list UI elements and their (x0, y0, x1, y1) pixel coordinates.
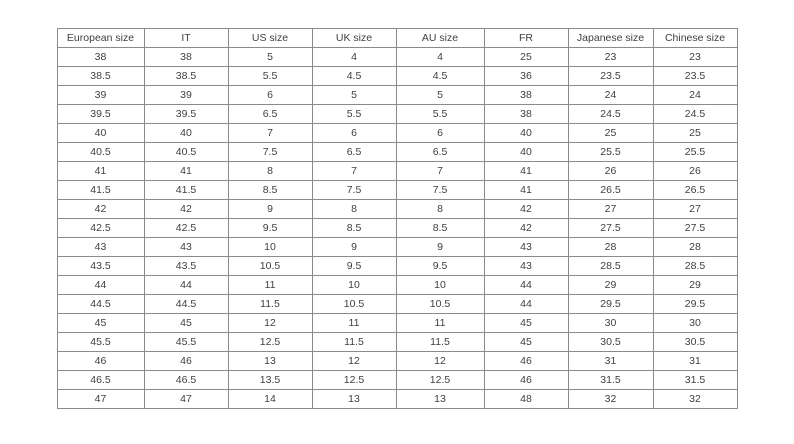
column-header: AU size (396, 29, 484, 48)
table-row (57, 181, 737, 200)
table-cell: 42 (144, 200, 228, 219)
table-cell: 47 (144, 390, 228, 409)
column-header: European size (57, 29, 144, 48)
table-cell: 38 (144, 48, 228, 67)
column-header: IT (144, 29, 228, 48)
table-cell: 30.5 (653, 333, 737, 352)
table-cell: 13 (228, 352, 312, 371)
table-body (57, 48, 737, 409)
table-cell: 26.5 (568, 181, 653, 200)
table-row (57, 143, 737, 162)
table-cell: 12 (312, 352, 396, 371)
size-conversion-table (57, 28, 738, 409)
table-cell: 27 (653, 200, 737, 219)
table-cell: 31 (568, 352, 653, 371)
table-cell: 10 (228, 238, 312, 257)
table-cell: 8.5 (396, 219, 484, 238)
table-cell: 13 (396, 390, 484, 409)
table-cell: 39 (144, 86, 228, 105)
table-cell: 5.5 (312, 105, 396, 124)
table-cell: 6 (312, 124, 396, 143)
table-cell: 27.5 (568, 219, 653, 238)
table-cell: 44 (484, 295, 568, 314)
table-cell: 23.5 (653, 67, 737, 86)
table-cell: 30 (653, 314, 737, 333)
table-cell: 8 (312, 200, 396, 219)
table-cell: 4 (396, 48, 484, 67)
table-row (57, 314, 737, 333)
table-cell: 6.5 (312, 143, 396, 162)
table-cell: 38 (484, 86, 568, 105)
table-cell: 8.5 (228, 181, 312, 200)
table-cell: 6.5 (396, 143, 484, 162)
table-row (57, 352, 737, 371)
table-cell: 46.5 (144, 371, 228, 390)
table-cell: 11.5 (396, 333, 484, 352)
table-cell: 29.5 (653, 295, 737, 314)
table-cell: 43.5 (144, 257, 228, 276)
table-row (57, 67, 737, 86)
table-cell: 8 (228, 162, 312, 181)
table-row (57, 86, 737, 105)
table-cell: 7 (228, 124, 312, 143)
table-cell: 26.5 (653, 181, 737, 200)
table-cell: 42 (484, 219, 568, 238)
table-cell: 11 (228, 276, 312, 295)
table-cell: 9.5 (396, 257, 484, 276)
table-cell: 30.5 (568, 333, 653, 352)
table-cell: 8 (396, 200, 484, 219)
table-cell: 41 (484, 162, 568, 181)
table-cell: 38.5 (57, 67, 144, 86)
table-cell: 40 (484, 143, 568, 162)
table-cell: 9 (312, 238, 396, 257)
table-cell: 26 (653, 162, 737, 181)
table-cell: 32 (568, 390, 653, 409)
table-cell: 24.5 (653, 105, 737, 124)
table-cell: 12 (396, 352, 484, 371)
table-cell: 23.5 (568, 67, 653, 86)
table-row (57, 48, 737, 67)
table-cell: 39.5 (144, 105, 228, 124)
table-cell: 40 (57, 124, 144, 143)
table-cell: 46 (484, 371, 568, 390)
table-cell: 42.5 (144, 219, 228, 238)
table-cell: 28.5 (568, 257, 653, 276)
table-cell: 40.5 (57, 143, 144, 162)
table-cell: 6.5 (228, 105, 312, 124)
table-cell: 11.5 (312, 333, 396, 352)
table-cell: 7.5 (396, 181, 484, 200)
table-cell: 12.5 (228, 333, 312, 352)
table-cell: 24 (653, 86, 737, 105)
table-cell: 6 (396, 124, 484, 143)
table-cell: 39.5 (57, 105, 144, 124)
table-cell: 42.5 (57, 219, 144, 238)
column-header: UK size (312, 29, 396, 48)
table-cell: 6 (228, 86, 312, 105)
table-row (57, 371, 737, 390)
table-cell: 9 (228, 200, 312, 219)
table-cell: 36 (484, 67, 568, 86)
table-cell: 11 (396, 314, 484, 333)
table-cell: 44 (144, 276, 228, 295)
table-row (57, 295, 737, 314)
table-cell: 11.5 (228, 295, 312, 314)
table-cell: 45 (57, 314, 144, 333)
table-cell: 43 (484, 238, 568, 257)
table-cell: 28 (653, 238, 737, 257)
table-cell: 40 (484, 124, 568, 143)
table-row (57, 276, 737, 295)
table-cell: 28.5 (653, 257, 737, 276)
table-cell: 23 (653, 48, 737, 67)
table-cell: 44 (484, 276, 568, 295)
table-cell: 12 (228, 314, 312, 333)
table-cell: 43 (484, 257, 568, 276)
table-cell: 10.5 (228, 257, 312, 276)
table-cell: 23 (568, 48, 653, 67)
table-cell: 7 (396, 162, 484, 181)
column-header: FR (484, 29, 568, 48)
table-cell: 41.5 (144, 181, 228, 200)
table-cell: 38 (484, 105, 568, 124)
table-cell: 9.5 (228, 219, 312, 238)
table-cell: 4.5 (396, 67, 484, 86)
table-cell: 45 (484, 314, 568, 333)
table-cell: 43.5 (57, 257, 144, 276)
table-cell: 48 (484, 390, 568, 409)
table-cell: 27.5 (653, 219, 737, 238)
table-cell: 45.5 (57, 333, 144, 352)
table-header (57, 29, 737, 48)
table-cell: 38.5 (144, 67, 228, 86)
table-cell: 41.5 (57, 181, 144, 200)
table-cell: 32 (653, 390, 737, 409)
table-cell: 9 (396, 238, 484, 257)
table-row (57, 200, 737, 219)
table-cell: 38 (57, 48, 144, 67)
table-cell: 5 (312, 86, 396, 105)
table-cell: 13.5 (228, 371, 312, 390)
table-cell: 9.5 (312, 257, 396, 276)
table-cell: 44.5 (57, 295, 144, 314)
table-cell: 43 (57, 238, 144, 257)
table-row (57, 390, 737, 409)
table-row (57, 162, 737, 181)
table-cell: 45 (144, 314, 228, 333)
table-cell: 31.5 (653, 371, 737, 390)
table-cell: 7 (312, 162, 396, 181)
table-cell: 29.5 (568, 295, 653, 314)
table-cell: 12.5 (396, 371, 484, 390)
table-row (57, 257, 737, 276)
table-cell: 26 (568, 162, 653, 181)
table-cell: 27 (568, 200, 653, 219)
table-cell: 24.5 (568, 105, 653, 124)
table-cell: 46 (57, 352, 144, 371)
table-cell: 10.5 (312, 295, 396, 314)
table-row (57, 105, 737, 124)
table-cell: 5.5 (228, 67, 312, 86)
table-cell: 25 (568, 124, 653, 143)
header-row (57, 29, 737, 48)
table-cell: 10.5 (396, 295, 484, 314)
table-row (57, 238, 737, 257)
table-cell: 45 (484, 333, 568, 352)
table-cell: 7.5 (228, 143, 312, 162)
table-cell: 10 (312, 276, 396, 295)
table-cell: 7.5 (312, 181, 396, 200)
table-cell: 39 (57, 86, 144, 105)
table-cell: 31.5 (568, 371, 653, 390)
table-cell: 42 (484, 200, 568, 219)
table-cell: 5 (396, 86, 484, 105)
table-row (57, 124, 737, 143)
table-cell: 31 (653, 352, 737, 371)
table-cell: 8.5 (312, 219, 396, 238)
table-cell: 5.5 (396, 105, 484, 124)
table-cell: 25 (653, 124, 737, 143)
table-cell: 4 (312, 48, 396, 67)
table-cell: 45.5 (144, 333, 228, 352)
table-cell: 46 (484, 352, 568, 371)
table-cell: 24 (568, 86, 653, 105)
table-cell: 25.5 (568, 143, 653, 162)
table-cell: 28 (568, 238, 653, 257)
table-cell: 40 (144, 124, 228, 143)
table-cell: 30 (568, 314, 653, 333)
table-cell: 25.5 (653, 143, 737, 162)
table-cell: 46 (144, 352, 228, 371)
table-cell: 12.5 (312, 371, 396, 390)
table-cell: 29 (568, 276, 653, 295)
table-row (57, 219, 737, 238)
table-cell: 41 (144, 162, 228, 181)
table-cell: 46.5 (57, 371, 144, 390)
table-cell: 47 (57, 390, 144, 409)
table-cell: 4.5 (312, 67, 396, 86)
table-cell: 13 (312, 390, 396, 409)
table-cell: 43 (144, 238, 228, 257)
table-cell: 40.5 (144, 143, 228, 162)
column-header: Chinese size (653, 29, 737, 48)
table-cell: 5 (228, 48, 312, 67)
table-cell: 41 (484, 181, 568, 200)
table-cell: 41 (57, 162, 144, 181)
column-header: Japanese size (568, 29, 653, 48)
table-cell: 44 (57, 276, 144, 295)
table-cell: 29 (653, 276, 737, 295)
table-cell: 10 (396, 276, 484, 295)
table-cell: 42 (57, 200, 144, 219)
table-cell: 11 (312, 314, 396, 333)
table-cell: 44.5 (144, 295, 228, 314)
column-header: US size (228, 29, 312, 48)
table-cell: 14 (228, 390, 312, 409)
table-row (57, 333, 737, 352)
table-cell: 25 (484, 48, 568, 67)
